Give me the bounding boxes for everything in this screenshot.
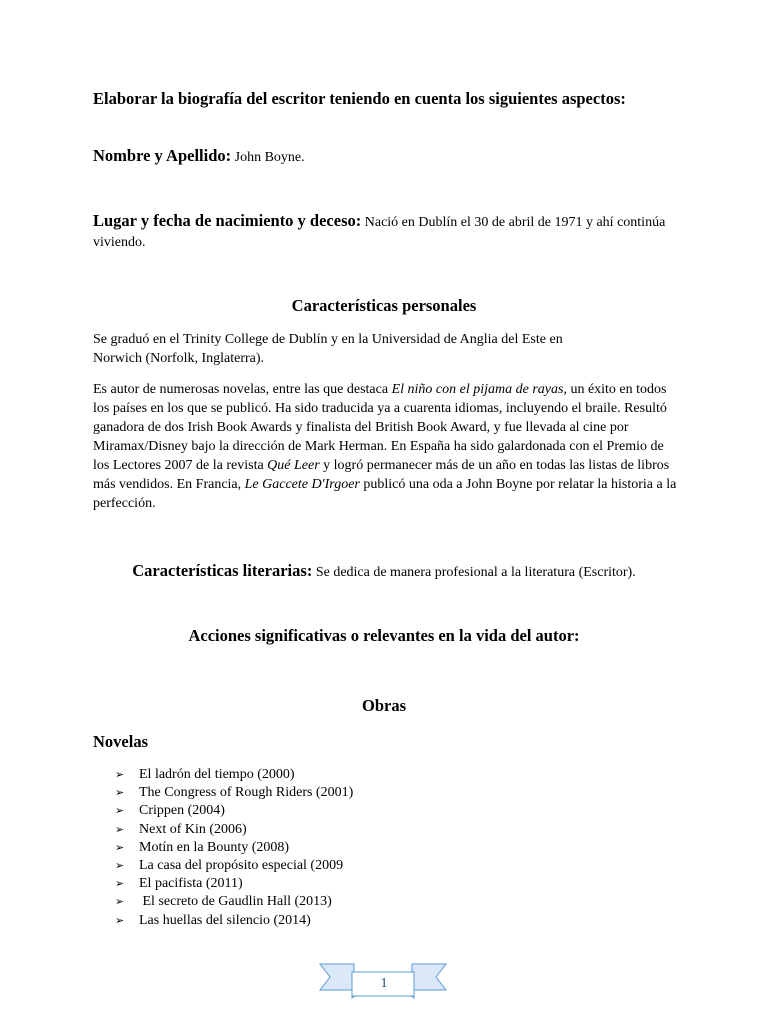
novelas-list xyxy=(115,766,353,930)
obras-title: Obras xyxy=(361,696,406,715)
list-item: ➢ El pacifista (2011) xyxy=(115,875,353,893)
arrow-bullet-icon: ➢ xyxy=(115,896,125,909)
main-heading: Elaborar la biografía del escritor teniendo en cuenta los siguientes aspectos: xyxy=(93,89,626,108)
arrow-bullet-icon: ➢ xyxy=(115,769,125,781)
list-item: ➢ Next of Kin (2006) xyxy=(115,821,353,839)
literarias-label: Características literarias: xyxy=(132,561,313,580)
p2-text-c: y logró permanecer más de un año en todas las listas de libros más vendidos. En Francia, xyxy=(93,458,670,492)
arrow-bullet-icon: ➢ xyxy=(115,841,125,854)
list-item: ➢ La casa del propósito especial (2009 xyxy=(115,857,353,875)
list-item: ➢ Crippen (2004) xyxy=(115,802,353,820)
list-item: ➢ Las huellas del silencio (2014) xyxy=(115,912,353,930)
p2-text-a: Es autor de numerosas novelas, entre las que destaca xyxy=(93,382,392,397)
arrow-bullet-icon: ➢ xyxy=(115,860,125,873)
arrow-bullet-icon: ➢ xyxy=(115,914,125,927)
p2-magazine-title: Qué Leer xyxy=(267,458,320,473)
arrow-bullet-icon: ➢ xyxy=(115,787,125,800)
literarias-value: Se dedica de manera profesional a la literatura (Escritor). xyxy=(312,565,636,580)
p2-text-b: , un éxito en todos los países en los que se publicó. Ha sido traducida ya a cuarenta idiomas, incluyendo el braile. Resultó ganadora de dos Irish Book Awards y finalista del British Book Award, y fue llevada al cine por Miramax/Disney bajo la dirección de Mark Herman. En España ha sido galardonada con el Premio de los Lectores 2007 de la revista xyxy=(93,382,667,473)
personales-paragraph-1: Se graduó en el Trinity College de Dublín y en la Universidad de Anglia del Este en Norwich (Norfolk, Inglaterra). xyxy=(93,332,563,366)
p2-newspaper-title: Le Gaccete D'Irgoer xyxy=(244,477,360,492)
nombre-label: Nombre y Apellido: xyxy=(93,146,232,165)
lugar-field xyxy=(93,211,678,253)
personales-paragraph-2 xyxy=(93,380,678,513)
novelas-title: Novelas xyxy=(93,732,148,751)
p2-book-title: El niño con el pijama de rayas xyxy=(391,382,564,397)
page-number: 1 xyxy=(380,976,388,991)
literarias-field xyxy=(0,560,768,584)
list-item: ➢ El secreto de Gaudlin Hall (2013) xyxy=(115,893,353,911)
lugar-value: Nació en Dublín el 30 de abril de 1971 y ahí continúa viviendo. xyxy=(93,215,666,250)
list-item: ➢ El ladrón del tiempo (2000) xyxy=(115,766,353,784)
lugar-label: Lugar y fecha de nacimiento y deceso: xyxy=(93,211,362,230)
acciones-title: Acciones significativas o relevantes en la vida del autor: xyxy=(188,626,580,645)
list-item: ➢ The Congress of Rough Riders (2001) xyxy=(115,784,353,802)
arrow-bullet-icon: ➢ xyxy=(115,823,125,836)
nombre-field xyxy=(93,146,678,168)
nombre-value: John Boyne. xyxy=(231,150,305,165)
list-item: ➢ Motín en la Bounty (2008) xyxy=(115,839,353,857)
personales-title: Características personales xyxy=(291,296,477,315)
arrow-bullet-icon: ➢ xyxy=(115,805,125,818)
arrow-bullet-icon: ➢ xyxy=(115,878,125,891)
p2-text-d: publicó una oda a John Boyne por relatar la historia a la perfección. xyxy=(93,477,677,511)
